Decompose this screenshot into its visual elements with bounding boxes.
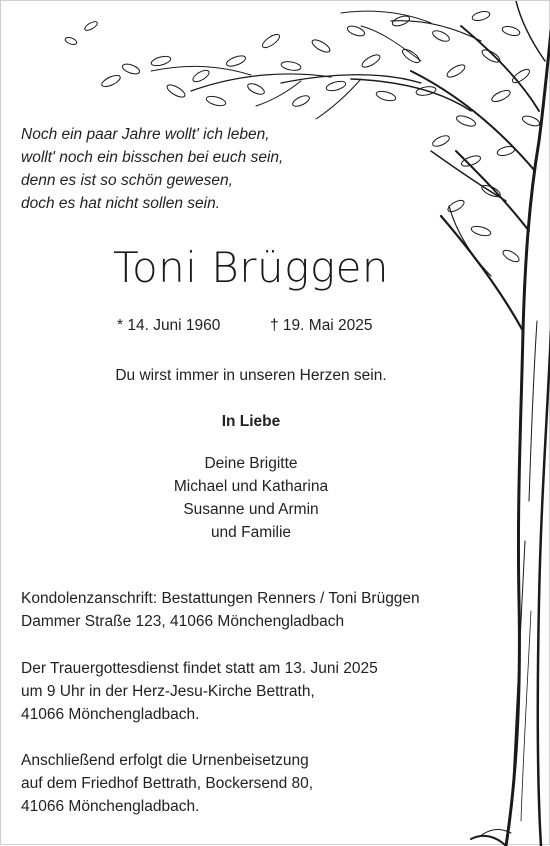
burial-info [21,749,501,818]
family-member: Susanne und Armin [183,501,319,518]
memorial-poem [21,123,381,215]
deceased-name: Toni Brüggen [112,243,390,292]
burial-line: Anschließend erfolgt die Urnenbeisetzung [21,752,309,769]
service-info [21,657,501,726]
condolence-line: Kondolenzanschrift: Bestattungen Renners / Toni Brüggen [21,590,420,607]
death-date: † 19. Mai 2025 [270,317,373,334]
poem-line: denn es ist so schön gewesen, [21,172,233,189]
condolence-address [21,587,501,633]
family-member: und Familie [210,524,292,541]
condolence-line: Dammer Straße 123, 41066 Mönchengladbach [21,613,345,630]
burial-line: auf dem Friedhof Bettrath, Bockersend 80, [21,775,314,792]
tribute-line: Du wirst immer in unseren Herzen sein. [115,367,387,384]
birth-date: * 14. Juni 1960 [117,317,221,334]
closing-line: In Liebe [221,413,281,430]
family-member: Deine Brigitte [204,455,298,472]
service-line: 41066 Mönchengladbach. [21,706,200,723]
poem-line: doch es hat nicht sollen sein. [21,195,221,212]
family-member: Michael und Katharina [173,478,329,495]
burial-line: 41066 Mönchengladbach. [21,798,200,815]
service-line: Der Trauergottesdienst findet statt am 13. Juni 2025 [21,660,378,677]
poem-line: wollt' noch ein bisschen bei euch sein, [21,149,284,166]
service-line: um 9 Uhr in der Herz-Jesu-Kirche Bettrath, [21,683,315,700]
poem-line: Noch ein paar Jahre wollt' ich leben, [21,126,270,143]
